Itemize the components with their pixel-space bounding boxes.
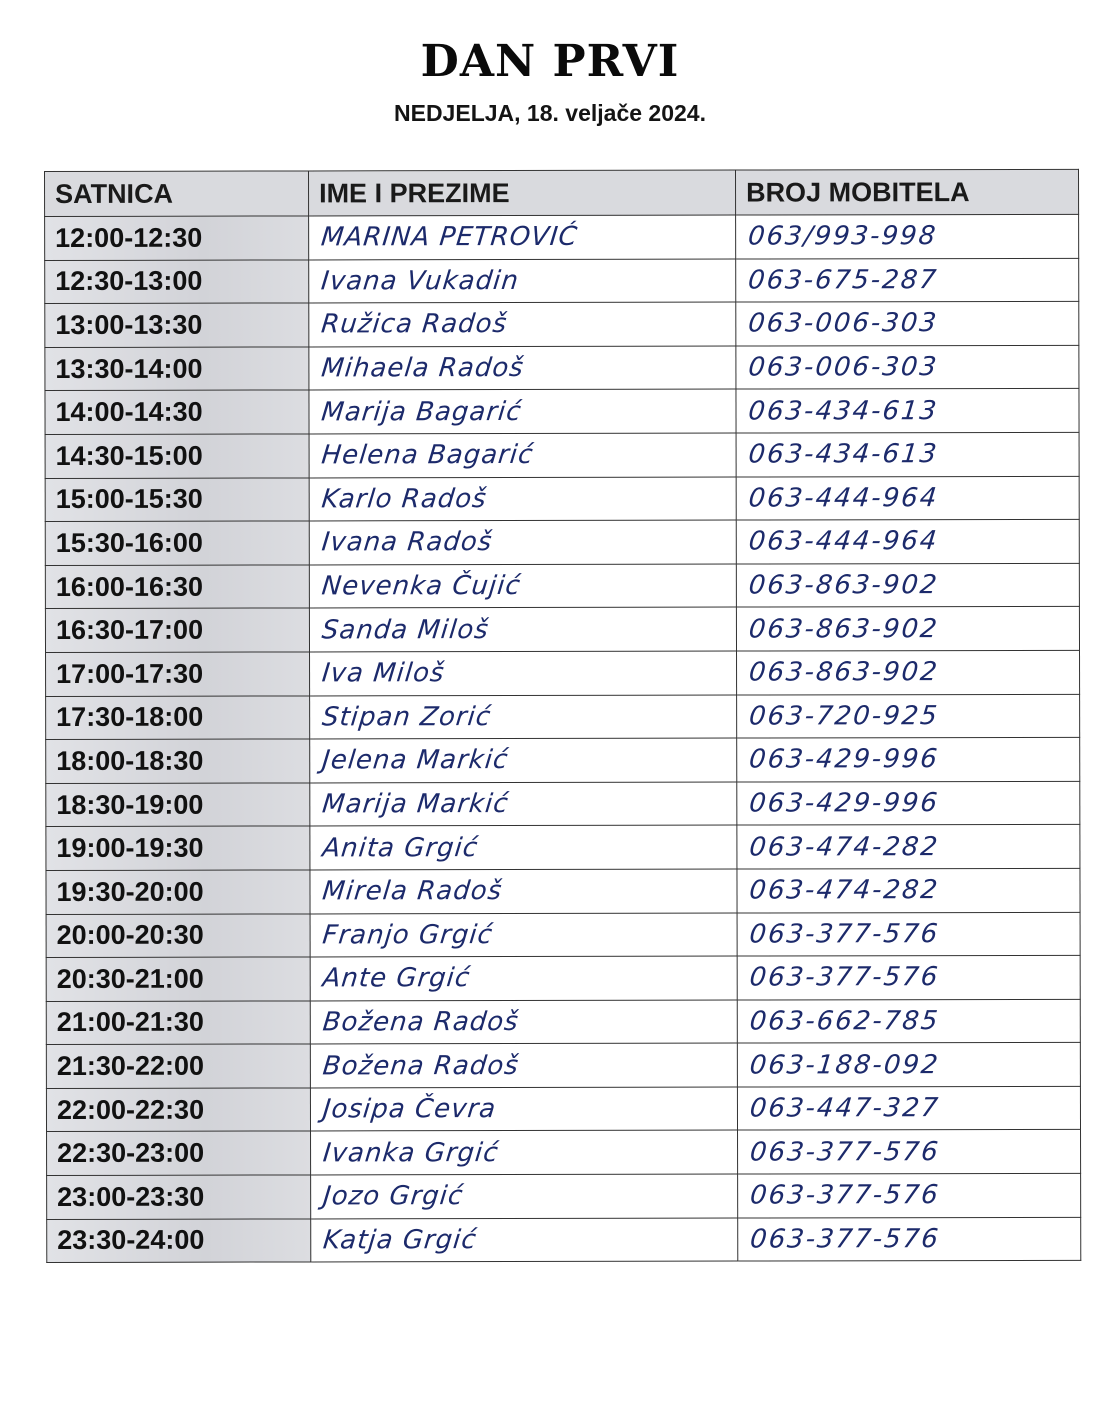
page-title: DAN PRVI [420,36,680,87]
name-cell [311,1131,738,1175]
table-row [45,258,1079,304]
table-row [47,1173,1081,1219]
table-row [46,912,1080,958]
column-header-satnica: SATNICA [45,171,309,217]
table-row [46,781,1080,827]
name-cell [309,215,736,259]
table-row [47,1130,1081,1176]
phone-cell [736,389,1079,433]
time-slot-cell: 17:30-18:00 [46,695,310,739]
table-body [45,214,1081,1262]
handwritten-name: Karlo Radoš [320,483,489,515]
phone-cell [736,476,1079,520]
handwritten-name: Ružica Radoš [319,309,509,340]
table-row [46,737,1080,783]
phone-cell [736,258,1079,302]
time-slot-cell: 18:00-18:30 [46,739,310,783]
handwritten-phone: 063-474-282 [747,875,941,906]
handwritten-name: Ivanka Grgić [321,1137,501,1169]
table-row [45,519,1079,565]
handwritten-name: Franjo Grgić [321,919,495,951]
phone-cell [738,1217,1081,1261]
handwritten-phone: 063-377-576 [748,918,941,950]
phone-cell [737,694,1080,738]
handwritten-phone: 063-675-287 [746,265,940,296]
table-row [45,214,1079,260]
table-row [46,694,1080,740]
handwritten-phone: 063-720-925 [747,700,941,732]
table-row [45,389,1079,435]
handwritten-name: Anita Grgić [320,832,480,864]
phone-cell [737,737,1080,781]
phone-cell [736,302,1079,346]
time-slot-cell: 14:00-14:30 [45,390,309,434]
handwritten-phone: 063-447-327 [748,1093,942,1124]
name-cell [309,389,736,433]
handwritten-name: Božena Radoš [321,1006,521,1038]
handwritten-name: Katja Grgić [321,1225,479,1256]
handwritten-phone: 063-434-613 [747,439,940,470]
handwritten-phone: 063-377-576 [748,1180,942,1211]
handwritten-phone: 063-662-785 [748,1006,941,1037]
handwritten-phone: 063-377-576 [748,1136,942,1168]
handwritten-phone: 063-863-902 [747,570,941,601]
name-cell [310,1043,737,1087]
time-slot-cell: 19:30-20:00 [46,870,310,914]
table-row [46,1086,1080,1132]
handwritten-phone: 063-474-282 [747,831,941,863]
handwritten-phone: 063-444-964 [747,482,940,514]
handwritten-name: Božena Radoš [321,1050,521,1081]
handwritten-phone: 063-006-303 [746,308,940,340]
handwritten-phone: 063-429-996 [747,788,941,819]
table-row [45,563,1079,609]
table-row [45,432,1079,478]
handwritten-phone: 063-444-964 [747,526,940,557]
handwritten-phone: 063/993-998 [746,221,939,252]
name-cell [311,1174,738,1218]
time-slot-cell: 23:00-23:30 [47,1175,311,1219]
handwritten-phone: 063-863-902 [747,613,941,645]
time-slot-cell: 21:00-21:30 [46,1001,310,1045]
schedule-table [44,169,1081,1263]
time-slot-cell: 15:00-15:30 [45,478,309,522]
phone-cell [736,519,1079,563]
phone-cell [737,912,1080,956]
handwritten-name: Sanda Miloš [320,614,491,646]
time-slot-cell: 22:30-23:00 [47,1131,311,1175]
name-cell [310,869,737,913]
handwritten-phone: 063-429-996 [747,744,941,775]
time-slot-cell: 12:00-12:30 [45,216,309,260]
handwritten-name: Stipan Zorić [320,701,493,733]
handwritten-phone: 063-434-613 [746,395,940,427]
handwritten-name: Ivana Radoš [320,527,494,558]
phone-cell [737,868,1080,912]
time-slot-cell: 17:00-17:30 [46,652,310,696]
page-subtitle-date: NEDJELJA, 18. veljače 2024. [394,100,706,126]
phone-cell [736,607,1079,651]
time-slot-cell: 21:30-22:00 [46,1044,310,1088]
table-row [45,345,1079,391]
phone-cell [736,345,1079,389]
handwritten-phone: 063-188-092 [748,1049,942,1081]
table-row [45,476,1079,522]
name-cell [310,825,737,869]
name-cell [309,607,736,651]
handwritten-name: Mihaela Radoš [319,353,526,384]
name-cell [309,520,736,564]
time-slot-cell: 12:30-13:00 [45,260,309,304]
name-cell [309,259,736,303]
handwritten-name: Helena Bagarić [320,440,536,471]
time-slot-cell: 20:00-20:30 [46,913,310,957]
name-cell [310,956,737,1000]
name-cell [311,1218,738,1262]
phone-cell [737,781,1080,825]
time-slot-cell: 20:30-21:00 [46,957,310,1001]
handwritten-phone: 063-377-576 [748,1224,942,1255]
handwritten-name: Iva Miloš [320,658,447,689]
time-slot-cell: 19:00-19:30 [46,826,310,870]
handwritten-name: Jozo Grgić [321,1181,465,1212]
time-slot-cell: 13:30-14:00 [45,347,309,391]
table-row [45,302,1079,348]
time-slot-cell: 16:00-16:30 [45,565,309,609]
name-cell [310,782,737,826]
time-slot-cell: 13:00-13:30 [45,303,309,347]
phone-cell [738,1130,1081,1174]
phone-cell [736,432,1079,476]
time-slot-cell: 14:30-15:00 [45,434,309,478]
phone-cell [737,1043,1080,1087]
column-header-broj-mobitela: BROJ MOBITELA [735,169,1078,215]
handwritten-name: Nevenka Čujić [320,571,523,602]
column-header-ime-prezime: IME I PREZIME [309,170,736,216]
handwritten-name: Mirela Radoš [320,876,504,907]
time-slot-cell: 23:30-24:00 [47,1219,311,1263]
table-header-row [45,169,1079,216]
table-row [45,607,1079,653]
name-cell [309,477,736,521]
handwritten-phone: 063-006-303 [746,352,940,383]
handwritten-name: Marija Markić [320,789,511,820]
phone-cell [736,563,1079,607]
table-row [46,650,1080,696]
phone-cell [737,1086,1080,1130]
name-cell [310,1000,737,1044]
table-row [46,999,1080,1045]
handwritten-name: Josipa Čevra [321,1094,498,1125]
name-cell [309,302,736,346]
table-row [46,955,1080,1001]
phone-cell [737,999,1080,1043]
name-cell [310,1087,737,1131]
name-cell [309,346,736,390]
time-slot-cell: 15:30-16:00 [45,521,309,565]
time-slot-cell: 18:30-19:00 [46,783,310,827]
phone-cell [737,825,1080,869]
name-cell [310,651,737,695]
table-row [47,1217,1081,1263]
table-row [46,868,1080,914]
table-row [46,1043,1080,1089]
handwritten-name: Jelena Markić [320,745,510,776]
name-cell [309,564,736,608]
name-cell [310,913,737,957]
phone-cell [737,955,1080,999]
handwritten-phone: 063-377-576 [748,962,941,993]
phone-cell [738,1173,1081,1217]
handwritten-phone: 063-863-902 [747,657,941,688]
time-slot-cell: 16:30-17:00 [45,608,309,652]
name-cell [309,433,736,477]
phone-cell [736,214,1079,258]
time-slot-cell: 22:00-22:30 [46,1088,310,1132]
handwritten-name: Ante Grgić [321,963,472,994]
handwritten-name: MARINA PETROVIĆ [319,222,580,253]
name-cell [310,695,737,739]
name-cell [310,738,737,782]
handwritten-name: Marija Bagarić [319,396,524,428]
handwritten-name: Ivana Vukadin [319,265,521,297]
table-row [46,825,1080,871]
phone-cell [737,650,1080,694]
